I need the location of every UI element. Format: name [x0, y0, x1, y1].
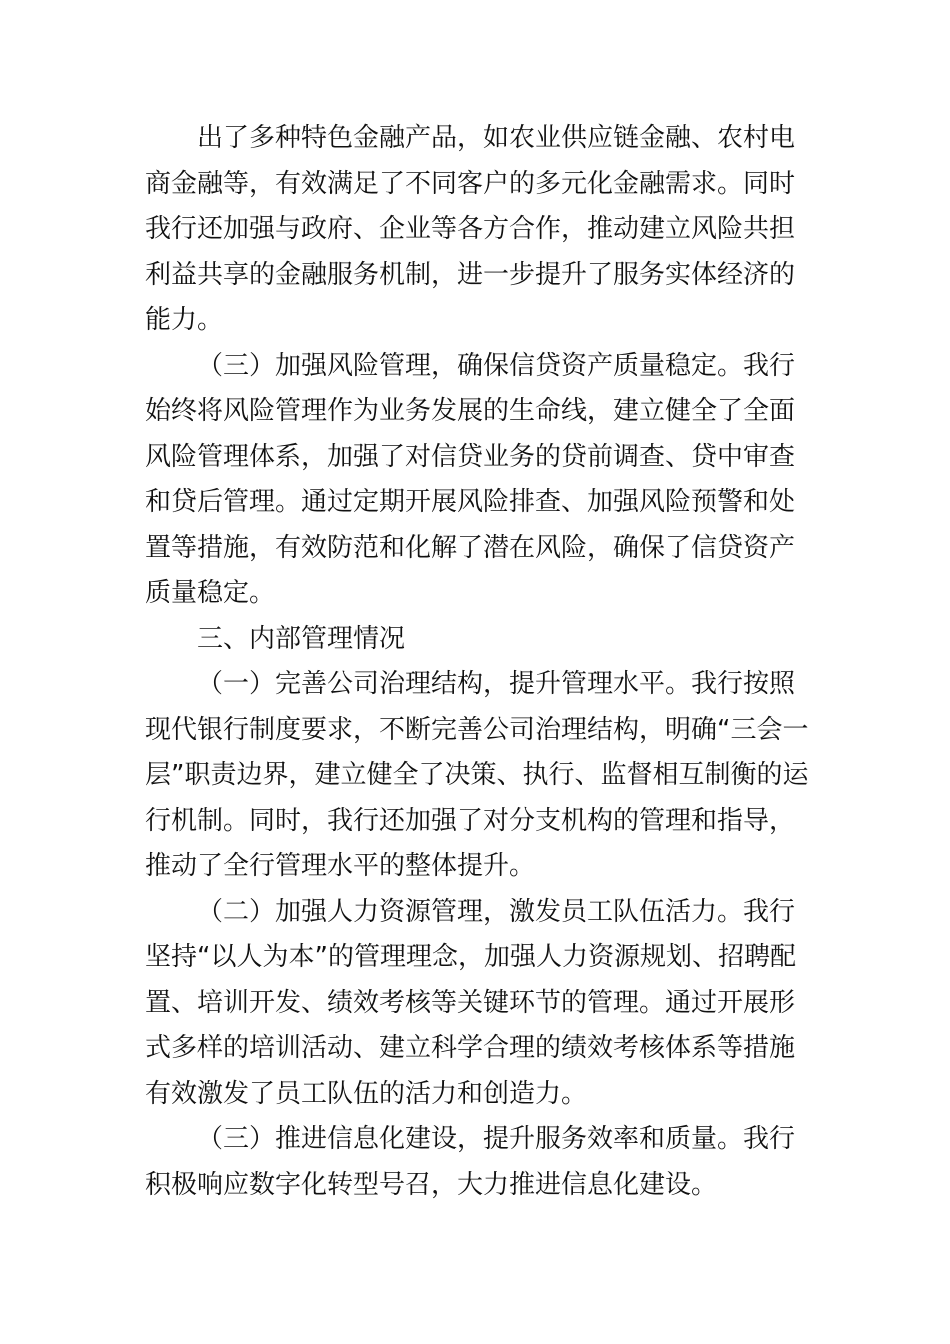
- section-heading: 三、内部管理情况: [197, 623, 406, 654]
- text-line: （二）加强人力资源管理，激发员工队伍活力。我行: [197, 896, 796, 927]
- text-line: 现代银行制度要求，不断完善公司治理结构，明确“三会一: [145, 714, 809, 745]
- text-line: 置等措施，有效防范和化解了潜在风险，确保了信贷资产: [145, 532, 796, 563]
- text-line: 利益共享的金融服务机制，进一步提升了服务实体经济的: [145, 259, 796, 290]
- text-line: 出了多种特色金融产品，如农业供应链金融、农村电: [197, 123, 796, 153]
- text-line: 能力。: [145, 305, 224, 335]
- text-line: 我行还加强与政府、企业等各方合作，推动建立风险共担: [145, 214, 796, 244]
- text-line: 推动了全行管理水平的整体提升。: [145, 851, 536, 881]
- body-text: [145, 116, 807, 1208]
- text-line: （三）加强风险管理，确保信贷资产质量稳定。我行: [197, 350, 796, 381]
- text-line: 和贷后管理。通过定期开展风险排查、加强风险预警和处: [145, 487, 796, 517]
- text-line: 式多样的培训活动、建立科学合理的绩效考核体系等措施: [145, 1033, 796, 1063]
- text-line: 商金融等，有效满足了不同客户的多元化金融需求。同时: [145, 168, 796, 199]
- text-line: 行机制。同时，我行还加强了对分支机构的管理和指导，: [145, 805, 796, 836]
- text-line: 质量稳定。: [145, 578, 276, 608]
- text-line: 置、培训开发、绩效考核等关键环节的管理。通过开展形: [145, 987, 796, 1018]
- text-line: （三）推进信息化建设，提升服务效率和质量。我行: [197, 1124, 796, 1154]
- text-line: 风险管理体系，加强了对信贷业务的贷前调查、贷中审查: [145, 441, 796, 472]
- text-line: （一）完善公司治理结构，提升管理水平。我行按照: [197, 669, 796, 699]
- text-line: 坚持“以人为本”的管理理念，加强人力资源规划、招聘配: [145, 942, 796, 972]
- text-line: 层”职责边界，建立健全了决策、执行、监督相互制衡的运: [145, 760, 809, 790]
- text-line: 积极响应数字化转型号召，大力推进信息化建设。: [145, 1169, 718, 1200]
- text-line: 始终将风险管理作为业务发展的生命线，建立健全了全面: [145, 396, 796, 426]
- text-line: 有效激发了员工队伍的活力和创造力。: [145, 1078, 588, 1109]
